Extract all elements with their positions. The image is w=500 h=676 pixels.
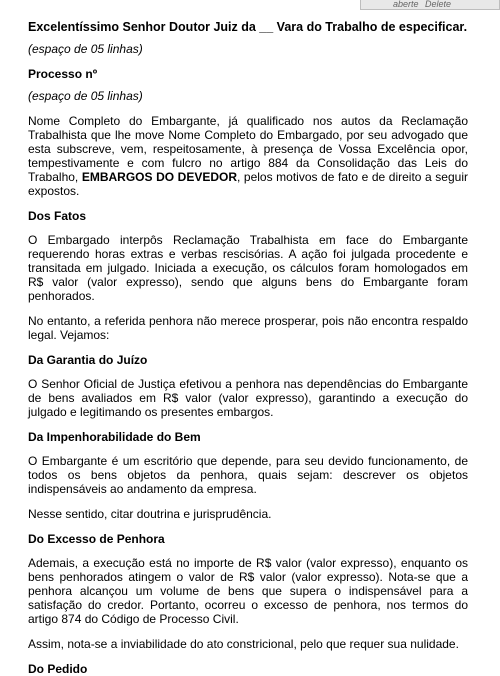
intro-paragraph	[28, 114, 468, 198]
embargos-emphasis: EMBARGOS DO DEVEDOR	[81, 170, 237, 184]
paragraph: Assim, nota-se a inviabilidade do ato constricional, pelo que requer sua nulidade.	[28, 637, 459, 651]
section-heading: Do Pedido	[28, 662, 88, 676]
section-heading: Da Impenhorabilidade do Bem	[28, 430, 201, 444]
paragraph: O Embargante é um escritório que depende, para seu devido funcionamento, de todos os bens objetos da penhora, quais sejam: descrever os objetos indispensáveis ao andamento da empresa.	[28, 454, 468, 496]
section-heading: Dos Fatos	[28, 209, 87, 223]
intro-text: Nome Completo do Embargante, já qualificado nos autos da Reclamação Trabalhista que lhe move Nome Completo do Embargado, por seu advogado que esta subscreve, vem, respeitosamente, à presença de Vossa Excelência opor, tempestivamente e com fulcro no artigo 884 da Consolidação das Leis do Trabalho,	[28, 114, 468, 184]
delete-button[interactable]: Delete	[425, 0, 452, 9]
section-heading: Da Garantia do Juízo	[28, 353, 148, 367]
document-title: Excelentíssimo Senhor Doutor Juiz da __ Vara do Trabalho de especificar.	[28, 20, 468, 34]
spacing-note: (espaço de 05 linhas)	[28, 42, 143, 56]
section-heading: Do Excesso de Penhora	[28, 532, 165, 546]
intro-text-end: , pelos motivos de fato e de direito a seguir expostos.	[28, 170, 468, 198]
paragraph: Nesse sentido, citar doutrina e jurisprudência.	[28, 507, 272, 521]
document-page	[28, 0, 468, 676]
paragraph: No entanto, a referida penhora não merece prosperar, pois não encontra respaldo legal. Vejamos:	[28, 314, 468, 342]
process-number-label: Processo nº	[28, 67, 98, 81]
paragraph: O Embargado interpôs Reclamação Trabalhista em face do Embargante requerendo horas extras e verbas rescisórias. A ação foi julgada procedente e transitada em julgado. Iniciada a execução, os cálculos foram homologados em R$ valor (valor expresso), sendo que alguns bens do Embargante foram penhorados.	[28, 233, 468, 303]
paragraph: O Senhor Oficial de Justiça efetivou a penhora nas dependências do Embargante de bens avaliados em R$ valor (valor expresso), garantindo a execução do julgado e legitimando os presentes embargos.	[28, 377, 468, 419]
alterar-button[interactable]: aberte	[393, 0, 419, 9]
spacing-note: (espaço de 05 linhas)	[28, 89, 143, 103]
paragraph: Ademais, a execução está no importe de R$ valor (valor expresso), enquanto os bens penhorados atingem o valor de R$ valor (valor expresso). Nota-se que a penhora alcançou um volume de bens que supera o indispensável para a satisfação do credor. Portanto, ocorreu o excesso de penhora, nos termos do artigo 874 do Código de Processo Civil.	[28, 556, 468, 626]
